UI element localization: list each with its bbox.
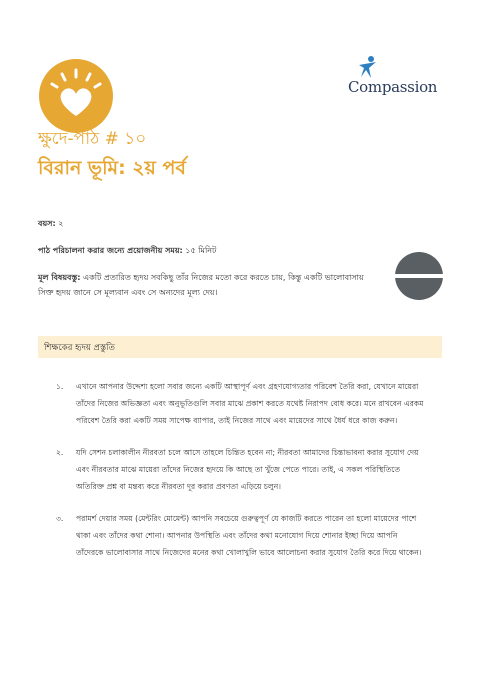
meta-theme [38, 270, 378, 300]
tips-list [56, 378, 426, 576]
list-number: ৩. [56, 514, 64, 523]
brand-name: Compassion [348, 78, 438, 96]
list-item [56, 444, 426, 510]
meta-age [38, 216, 378, 231]
compassion-logo [348, 56, 448, 100]
list-number: ২. [56, 448, 64, 457]
list-text: পরামর্শ দেয়ার সময় (মেন্টরিং মোমেন্ট) আপনি সবচেয়ে গুরুত্বপূর্ণ যে কাজটি করতে পারেন তা হলো মায়েদের পাশে থাকা এবং তাঁদের কথা শোনা। আপনার উপস্থিতি এবং তাঁদের কথা মনোযোগ দিয়ে শোনার ইচ্ছা দিয়ে আপনি তাঁদেরকে ভালোবাসার সাথে নিজেদের মনের কথা খোলাখুলি ভাবে আলোচনা করার সুযোগ তৈরি করে দিয়ে থাকেন। [76, 514, 422, 557]
list-text: যদি সেশন চলাকালীন নীরবতা চলে আসে তাহলে চিন্তিত হবেন না; নীরবতা আমাদের চিন্তাভাবনা করার সুযোগ দেয় এবং নীরবতার মাঝে মায়েরা তাঁদের নিজের হৃদয়ে কি আছে তা খুঁজে পেতে পারে। তাই, এ সকল পরিস্থিতিতে অতিরিক্ত প্রশ্ন বা মন্তব্য করে নীরবতা দূর করার প্রবণতা এড়িয়ে চলুন। [76, 448, 419, 491]
person-figure-icon [356, 56, 378, 80]
list-text: এখানে আপনার উদ্দেশ্য হলো সবার জন্যে একটি আস্থাপূর্ণ এবং গ্রহণযোগ্যতার পরিবেশ তৈরি করা, যেখানে মায়েরা তাঁদের নিজের অভিজ্ঞতা এবং অনুভূতিগুলি সবার মাঝে প্রকাশ করতে যথেষ্ট নিরাপদ বোধ করে। মনে রাখবেন এরকম পরিবেশ তৈরি করা একটি সময় সাপেক্ষ ব্যাপার, তাই নিজের সাথে এবং মায়েদের সাথে ধৈর্য ধরে কাজ করুন। [76, 382, 424, 425]
list-item [56, 510, 426, 576]
half-circle-icon [394, 251, 444, 301]
heart-sun-icon [38, 58, 114, 134]
age-value: ২ [58, 219, 64, 228]
age-label: বয়স: [38, 219, 56, 228]
theme-value: একটি প্রতারিত হৃদয় সবকিছু তাঁর নিজের মতো করে করতে চায়, কিন্তু একটি ভালোবাসায় সিক্ত হৃদয় জানে সে মূল্যবান এবং সে অন্যদের মূল্য দেয়। [38, 273, 364, 297]
time-value: ১৫ মিনিট [185, 246, 217, 255]
section-header [38, 336, 442, 358]
theme-label: মূল বিষয়বস্তু: [38, 273, 81, 282]
meta-time [38, 243, 378, 258]
list-item [56, 378, 426, 444]
section-title: শিক্ষকের হৃদয় প্রস্তুতি [44, 343, 115, 353]
list-number: ১. [56, 382, 64, 391]
lesson-title: বিরান ভূমি: ২য় পর্ব [38, 157, 186, 179]
time-label: পাঠ পরিচালনা করার জন্যে প্রয়োজনীয় সময়: [38, 246, 183, 255]
lesson-number: ক্ষুদে-পাঠ # ১০ [38, 129, 147, 149]
